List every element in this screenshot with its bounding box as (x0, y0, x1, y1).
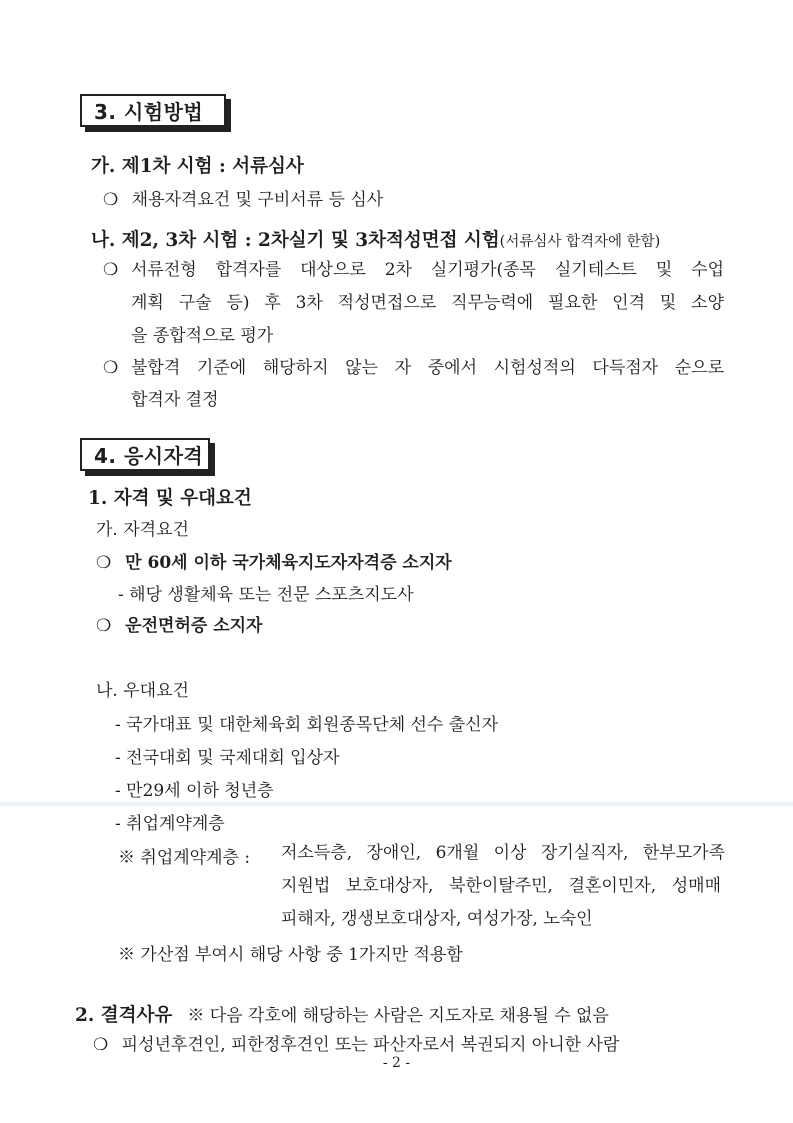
bullet-icon: ❍ (93, 1035, 109, 1055)
exam-stage-1-heading: 가. 제1차 시험 : 서류심사 (91, 156, 304, 177)
section-4-title: 4. 응시자격 (94, 444, 204, 468)
bullet-icon: ❍ (96, 553, 112, 573)
preference-item: - 전국대회 및 국제대회 입상자 (115, 748, 340, 768)
requirements-heading: 가. 자격요건 (96, 520, 189, 540)
section-4-title-box (80, 438, 210, 471)
preferences-heading: 나. 우대요건 (96, 681, 189, 701)
disqualification-item-1: ❍ 피성년후견인, 피한정후견인 또는 파산자로서 복권되지 아니한 사람 (93, 1035, 620, 1055)
disqualification-note: ※ 다음 각호에 해당하는 사람은 지도자로 채용될 수 없음 (187, 1006, 609, 1026)
exam-stage-2-3-item-1-line-2: 계획 구술 등) 후 3차 적성면접으로 직무능력에 필요한 인격 및 소양 (131, 293, 724, 313)
exam-stage-2-3-item-1-line-3: 을 종합적으로 평가 (131, 326, 274, 346)
page-number: - 2 - (382, 1055, 411, 1071)
bullet-icon: ❍ (103, 358, 119, 378)
note-line-1: 저소득층, 장애인, 6개월 이상 장기실직자, 한부모가족 (281, 843, 725, 863)
exam-stage-1-item: ❍ 채용자격요건 및 구비서류 등 심사 (103, 190, 384, 210)
bullet-icon: ❍ (96, 616, 112, 636)
exam-stage-2-3-item-2-line-2: 합격자 결정 (131, 390, 219, 410)
disqualification-heading: 2. 결격사유 (75, 1005, 173, 1026)
note-bonus: ※ 가산점 부여시 해당 사항 중 1가지만 적용함 (118, 945, 463, 965)
preference-item: - 국가대표 및 대한체육회 회원종목단체 선수 출신자 (115, 715, 499, 735)
exam-stage-2-3-item-1-line-1: 서류전형 합격자를 대상으로 2차 실기평가(종목 실기테스트 및 수업 (131, 260, 724, 280)
exam-stage-2-3-item-2-line-1: 불합격 기준에 해당하지 않는 자 중에서 시험성적의 다득점자 순으로 (131, 358, 724, 378)
qualification-subheading: 1. 자격 및 우대요건 (88, 488, 252, 509)
requirement-item-1: ❍ 만 60세 이하 국가체육지도자자격증 소지자 (96, 553, 452, 573)
disqualification-heading-row (75, 1001, 609, 1027)
bullet-icon: ❍ (103, 190, 119, 210)
preference-item: - 만29세 이하 청년층 (115, 781, 274, 801)
requirement-item-2: ❍ 운전면허증 소지자 (96, 616, 263, 636)
scan-artifact (0, 800, 793, 808)
requirement-item-1-detail: - 해당 생활체육 또는 전문 스포츠지도사 (118, 585, 414, 605)
exam-stage-2-3-heading: 나. 제2, 3차 시험 : 2차실기 및 3차적성면접 시험(서류심사 합격자에 한함) (91, 230, 661, 251)
section-3-title: 3. 시험방법 (94, 100, 204, 124)
note-label: ※ 취업계약계층 : (118, 848, 251, 868)
bullet-icon: ❍ (103, 260, 119, 280)
exam-stage-2-3-note: (서류심사 합격자에 한함) (499, 234, 661, 250)
note-line-2: 지원법 보호대상자, 북한이탈주민, 결혼이민자, 성매매 (281, 876, 721, 896)
note-line-3: 피해자, 갱생보호대상자, 여성가장, 노숙인 (281, 909, 593, 929)
preference-item: - 취업계약계층 (115, 814, 225, 834)
section-3-title-box (80, 94, 226, 127)
